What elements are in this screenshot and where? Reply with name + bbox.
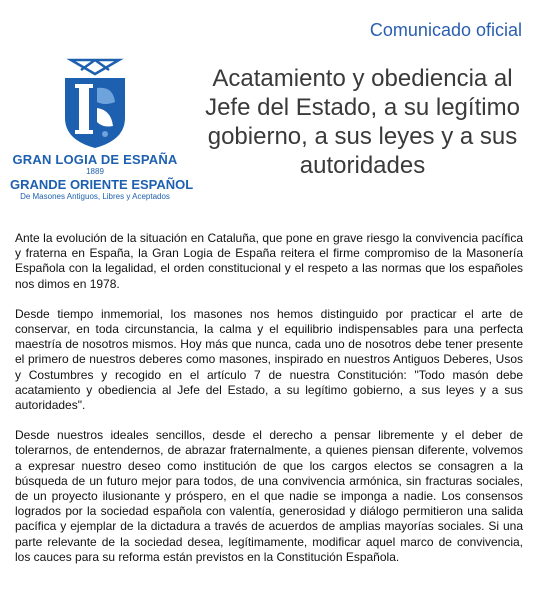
document-body bbox=[15, 231, 523, 580]
shield-icon bbox=[65, 78, 125, 148]
founding-year: 1889 bbox=[86, 167, 104, 176]
organization-logo bbox=[10, 56, 194, 201]
organization-subname: GRANDE ORIENTE ESPAÑOL bbox=[10, 177, 194, 192]
masonic-emblem-icon bbox=[35, 56, 155, 150]
organization-tagline: De Masones Antiguos, Libres y Aceptados bbox=[20, 192, 170, 201]
document-type-label: Comunicado oficial bbox=[369, 20, 522, 40]
paragraph: Desde nuestros ideales sencillos, desde el derecho a pensar libremente y el deber de tolerarnos, de entendernos, de abrazar fraternalmente, a quienes piensan diferente, volvemos a expresar nuestro deseo como institución de que los cargos electos se consagren a la búsqueda de un futuro mejor para todos, de una convivencia armónica, sin fracturas sociales, de un proyecto ilusionante y próspero, en el que nadie se imponga a nadie. Los consensos logrados por la sociedad española con valentía, generosidad y diálogo permitieron una salida pacífica y ejemplar de la dictadura a través de acuerdos de amplias mayorías sociales. Si una parte relevante de la sociedad desea, legítimamente, modificar aquel marco de convivencia, los cauces para su reforma están previstos en la Constitución Española. bbox=[15, 428, 523, 564]
page-title: Acatamiento y obediencia al Jefe del Estado, a su legítimo gobierno, a sus leyes y a sus autoridades bbox=[205, 65, 520, 179]
paragraph: Ante la evolución de la situación en Cataluña, que pone en grave riesgo la convivencia pacífica y fraterna en España, la Gran Logia de España reitera el firme compromiso de la Masonería Española con la legalidad, el orden constitucional y el respeto a las normas que los españoles nos dimos en 1978. bbox=[15, 231, 523, 291]
pillar-icon bbox=[79, 86, 89, 132]
square-compass-icon bbox=[71, 60, 119, 74]
paragraph: Desde tiempo inmemorial, los masones nos hemos distinguido por practicar el arte de conservar, en toda circunstancia, la calma y el equilibrio indispensables para una perfecta maestría de nosotros mismos. Hoy más que nunca, cada uno de nosotros debe tener presente el primero de nuestros deberes como masones, inspirado en nuestros Antiguos Deberes, Usos y Costumbres y recogido en el artículo 7 de nuestra Constitución: "Todo masón debe acatamiento y obediencia al Jefe del Estado, a su legítimo gobierno, a sus leyes y a sus autoridades". bbox=[15, 306, 523, 413]
organization-name: GRAN LOGIA DE ESPAÑA bbox=[12, 152, 178, 167]
